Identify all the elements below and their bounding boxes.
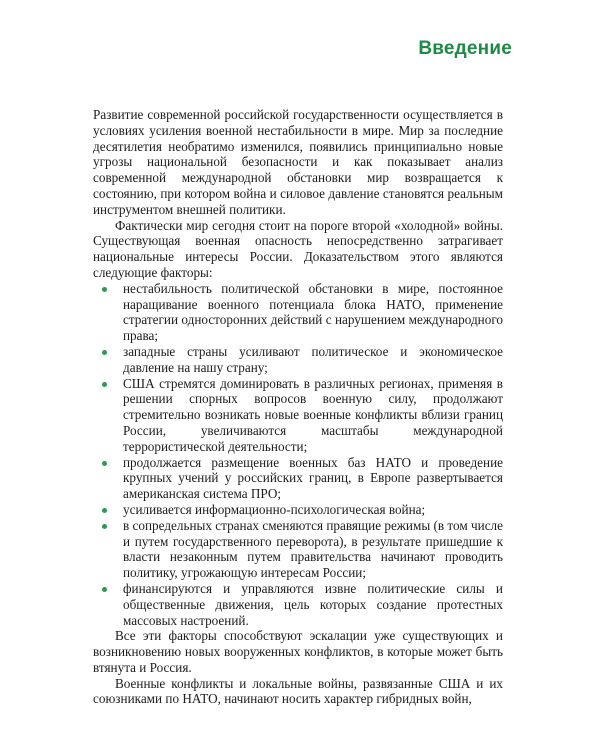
list-item-text: нестабильность политической обстановки в мире, постоянное наращивание военного потенциала блока НАТО, применение стратегии односторонних действий с нарушением международного права; [123,280,503,344]
list-item-text: усиливается информационно-психологическая война; [123,501,426,517]
bullet-icon [102,382,107,387]
section-heading: Введение [418,38,512,59]
paragraph-hybrid-wars: Военные конфликты и локальные войны, развязанные США и их союзниками по НАТО, начинают носить характер гибридных войн, [93,675,503,707]
list-item [123,455,503,502]
body-text [93,107,503,707]
list-item-text: западные страны усиливают политическое и экономическое давление на нашу страну; [123,343,503,375]
factors-list [93,281,503,629]
list-item [123,344,503,376]
bullet-icon [102,350,107,355]
paragraph-cold-war: Фактически мир сегодня стоит на пороге второй «холодной» войны. Существующая военная опасность непосредственно затрагивает национальные интересы России. Доказательством этого являются следующие факторы: [93,217,503,280]
bullet-icon [102,287,107,292]
bullet-icon [102,461,107,466]
list-item-text: финансируются и управляются извне политические силы и общественные движения, цель которых создание протестных массовых настроений. [123,580,503,628]
list-item-text: в сопредельных странах сменяются правящие режимы (в том числе и путем государственного переворота), в результате пришедшие к власти незаконным путем правительства начинают проводить политику, угрожающую интересам России; [123,517,503,581]
bullet-icon [102,524,107,529]
list-item-text: США стремятся доминировать в различных регионах, применяя в решении спорных вопросов военную силу, продолжают стремительно возникать новые военные конфликты вблизи границ России, увеличиваются масштабы международной террористической деятельности; [123,375,503,454]
paragraph-intro: Развитие современной российской государственности осуществляется в условиях усиления военной нестабильности в мире. Мир за последние десятилетия необратимо изменился, появились принципиально новые угрозы национальной безопасности и как показывает анализ современной международной обстановки мир возвращается к состоянию, при котором война и силовое давление становятся реальным инструментом внешней политики. [93,107,503,217]
list-item [123,502,503,518]
paragraph-escalation: Все эти факторы способствуют эскалации уже существующих и возникновению новых вооруженных конфликтов, в которые может быть втянута и Россия. [93,628,503,675]
list-item [123,376,503,455]
list-item [123,581,503,628]
list-item-text: продолжается размещение военных баз НАТО и проведение крупных учений у российских границ, в Европе развертывается американская система ПРО; [123,454,503,502]
bullet-icon [102,587,107,592]
list-item [123,518,503,581]
list-item [123,281,503,344]
bullet-icon [102,508,107,513]
